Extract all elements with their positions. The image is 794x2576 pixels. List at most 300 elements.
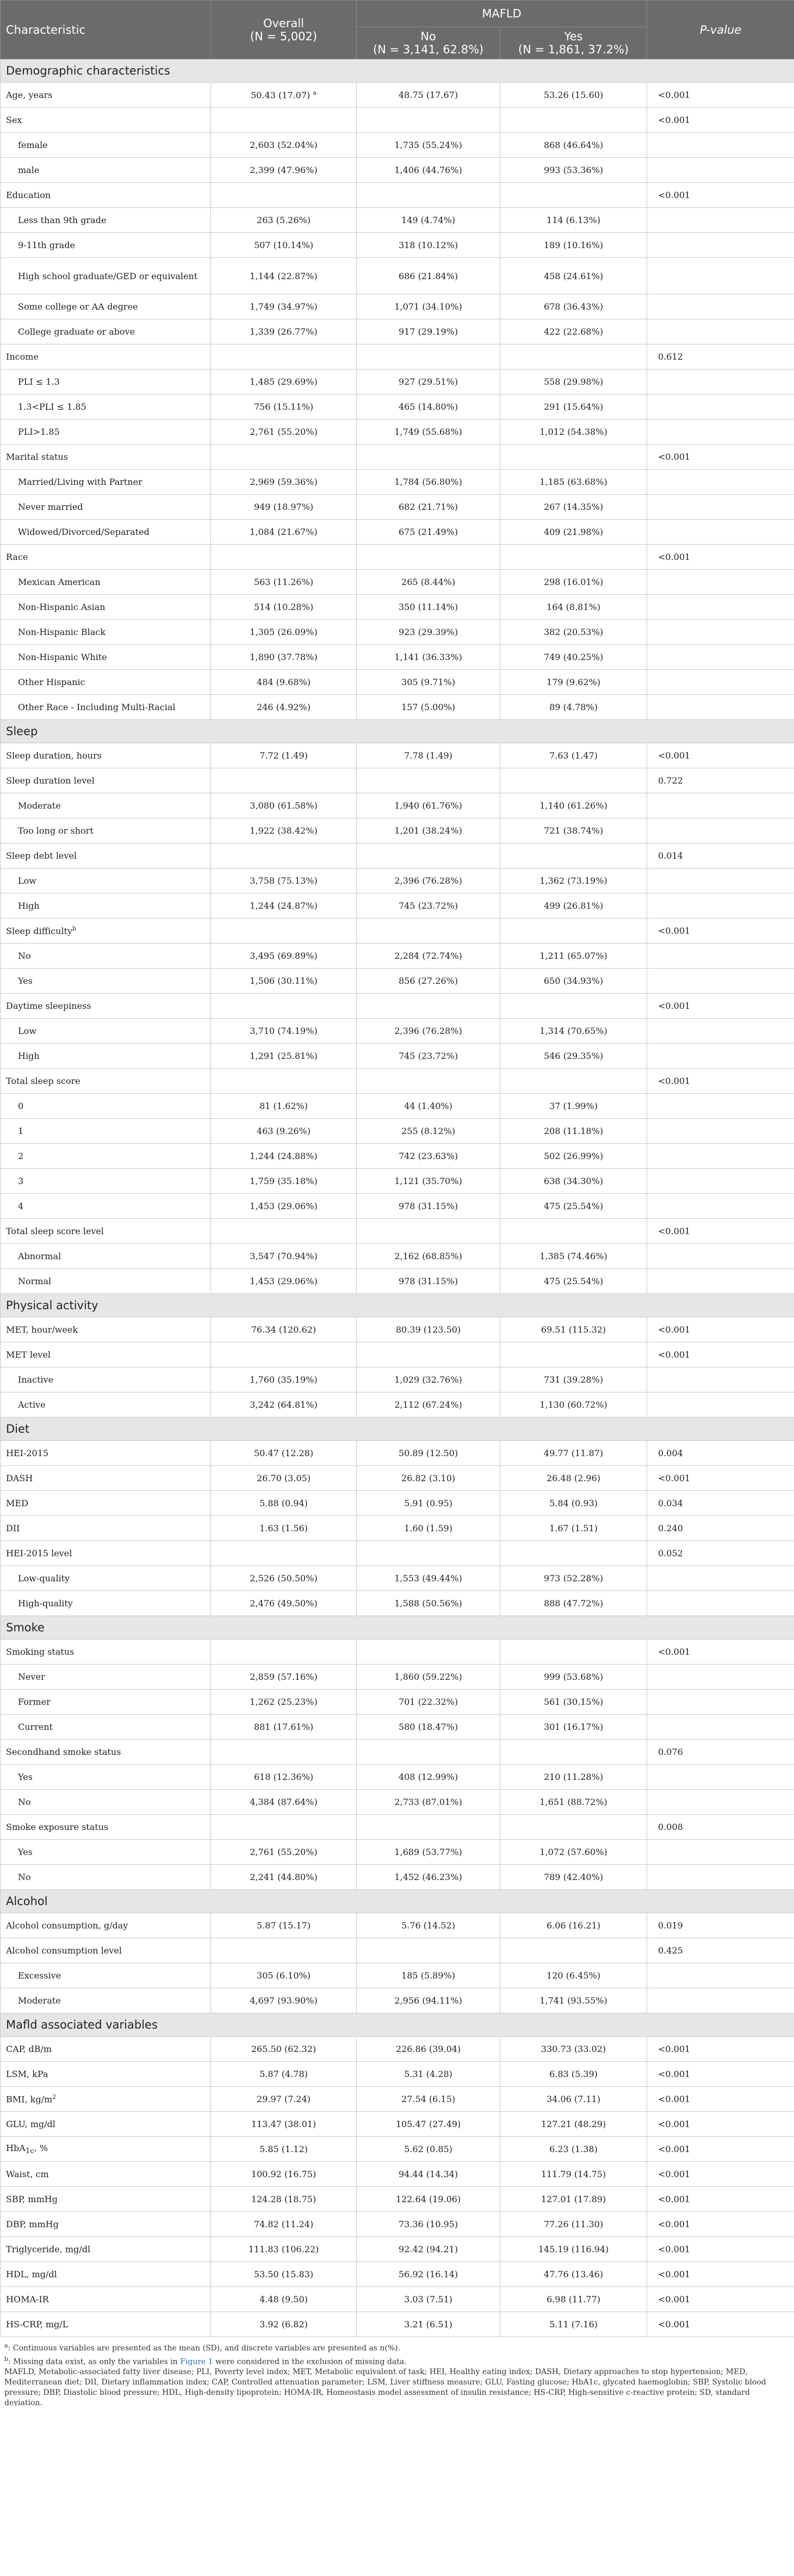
cell-overall (211, 695, 357, 720)
cell-pvalue (647, 470, 794, 495)
cell-no-value: 305 (9.71%) (401, 677, 455, 687)
table-row (1, 969, 794, 994)
cell-yes-value: 558 (29.98%) (543, 377, 604, 387)
row-label (1, 1963, 211, 1988)
cell-no-value: 5.31 (4.28) (404, 2069, 452, 2079)
cell-overall-value: 100.92 (16.75) (251, 2169, 317, 2179)
cell-no (357, 1169, 500, 1194)
cell-no (357, 1913, 500, 1938)
cell-overall-value: 50.43 (17.07) (251, 90, 311, 101)
row-label (1, 2212, 211, 2237)
cell-pvalue: 0.052 (647, 1541, 794, 1566)
cell-no (357, 108, 500, 133)
cell-yes-value: 422 (22.68%) (543, 326, 604, 337)
row-label (1, 545, 211, 570)
cell-overall (211, 994, 357, 1019)
cell-overall (211, 158, 357, 183)
row-label (1, 2237, 211, 2262)
row-label-text: Some college or AA degree (18, 301, 138, 312)
cell-no-value: 1,860 (59.22%) (394, 1672, 462, 1682)
row-label (1, 420, 211, 445)
cell-no (357, 1840, 500, 1865)
cell-overall (211, 1765, 357, 1790)
row-label-text: 1 (18, 1126, 24, 1136)
table-row (1, 1541, 794, 1566)
row-label-text: Low (18, 1026, 36, 1036)
table-row (1, 1392, 794, 1418)
cell-no-value: 927 (29.51%) (398, 377, 458, 387)
cell-overall (211, 1069, 357, 1094)
cell-yes (500, 1665, 647, 1690)
cell-pvalue (647, 1765, 794, 1790)
row-label-text: male (18, 165, 40, 175)
row-label (1, 2287, 211, 2312)
cell-no-value: 1,689 (53.77%) (394, 1847, 462, 1857)
cell-overall (211, 1044, 357, 1069)
row-label-text: Married/Living with Partner (18, 477, 142, 487)
cell-no (357, 768, 500, 793)
cell-overall-value: 4.48 (9.50) (259, 2294, 308, 2304)
row-label-text: Non-Hispanic Asian (18, 602, 106, 612)
cell-overall (211, 1516, 357, 1541)
cell-yes (500, 818, 647, 843)
row-label-suffix: , % (34, 2142, 48, 2153)
cell-overall (211, 1740, 357, 1765)
cell-overall-value: 81 (1.62%) (259, 1101, 308, 1111)
table-row (1, 2037, 794, 2062)
cell-no (357, 1491, 500, 1516)
cell-yes (500, 919, 647, 944)
cell-no (357, 1665, 500, 1690)
cell-overall (211, 1367, 357, 1392)
cell-overall-value: 305 (6.10%) (257, 1970, 311, 1981)
cell-no (357, 1715, 500, 1740)
cell-yes-value: 164 (8.81%) (547, 602, 600, 612)
cell-yes (500, 395, 647, 420)
cell-yes-value: 1,741 (93.55%) (539, 1995, 607, 2006)
cell-overall (211, 420, 357, 445)
section-title: Sleep (1, 720, 794, 743)
cell-overall (211, 258, 357, 294)
cell-no-value: 1,071 (34.10%) (394, 301, 462, 312)
row-label (1, 470, 211, 495)
cell-yes-value: 789 (42.40%) (543, 1872, 604, 1882)
cell-pvalue (647, 1169, 794, 1194)
cell-yes-value: 7.63 (1.47) (549, 750, 598, 761)
cell-pvalue: <0.001 (647, 2087, 794, 2112)
row-label-text: 9-11th grade (18, 240, 75, 250)
cell-overall-value: 1,760 (35.19%) (250, 1375, 318, 1385)
cell-no (357, 2287, 500, 2312)
table-row (1, 2087, 794, 2112)
row-label-text: Education (6, 190, 51, 200)
cell-yes (500, 1069, 647, 1094)
cell-overall (211, 470, 357, 495)
cell-pvalue (647, 208, 794, 233)
cell-yes (500, 893, 647, 919)
header-pvalue: P-value (647, 1, 794, 59)
row-label-text: Sleep duration, hours (6, 750, 102, 761)
cell-overall-value: 246 (4.92%) (257, 702, 311, 712)
table-row (1, 258, 794, 294)
cell-no-value: 682 (21.71%) (398, 502, 458, 512)
table-header (1, 1, 794, 59)
row-label (1, 1790, 211, 1815)
cell-yes (500, 420, 647, 445)
cell-no-value: 686 (21.84%) (398, 270, 458, 281)
row-label-text: Sleep difficulty (6, 926, 73, 936)
cell-no (357, 1690, 500, 1715)
cell-no (357, 868, 500, 893)
table-row (1, 670, 794, 695)
cell-overall (211, 2237, 357, 2262)
cell-overall-value: 1,084 (21.67%) (250, 527, 318, 537)
table-row (1, 133, 794, 158)
row-label (1, 1765, 211, 1790)
row-label-text: Yes (18, 976, 33, 986)
cell-no (357, 1144, 500, 1169)
cell-no (357, 1269, 500, 1294)
row-label (1, 919, 211, 944)
cell-no (357, 743, 500, 768)
cell-overall-value: 881 (17.61%) (253, 1722, 314, 1732)
cell-yes-value: 127.21 (48.29) (541, 2119, 606, 2129)
row-label (1, 1815, 211, 1840)
row-label (1, 258, 211, 294)
cell-overall-value: 1.63 (1.56) (259, 1523, 308, 1533)
row-label (1, 1541, 211, 1566)
cell-yes (500, 944, 647, 969)
cell-overall (211, 1491, 357, 1516)
table-row (1, 1690, 794, 1715)
table-row (1, 183, 794, 208)
cell-no-value: 5.91 (0.95) (404, 1498, 452, 1508)
cell-yes (500, 1367, 647, 1392)
cell-yes-value: 638 (34.30%) (543, 1176, 604, 1186)
cell-no (357, 208, 500, 233)
cell-yes (500, 1913, 647, 1938)
cell-overall (211, 1690, 357, 1715)
row-label (1, 1269, 211, 1294)
row-label (1, 2062, 211, 2087)
row-label (1, 1516, 211, 1541)
table-row (1, 1269, 794, 1294)
table-row (1, 2287, 794, 2312)
table-row (1, 1640, 794, 1665)
cell-no (357, 1441, 500, 1466)
row-label-text: Other Race - Including Multi-Racial (18, 702, 176, 712)
row-label-text: High school graduate/GED or equivalent (18, 270, 198, 281)
row-label-text: BMI, kg/m (6, 2094, 53, 2105)
cell-overall (211, 1119, 357, 1144)
row-label-text: 1.3<PLI ≤ 1.85 (18, 402, 86, 412)
cell-overall-value: 3,547 (70.94%) (250, 1251, 318, 1261)
cell-overall (211, 1342, 357, 1367)
cell-yes (500, 1640, 647, 1665)
cell-overall-value: 263 (5.26%) (257, 215, 311, 225)
cell-no-value: 185 (5.89%) (401, 1970, 455, 1981)
figure-1-link[interactable]: Figure 1 (180, 2357, 213, 2367)
cell-yes-value: 89 (4.78%) (549, 702, 598, 712)
cell-yes (500, 620, 647, 645)
cell-yes (500, 2112, 647, 2137)
cell-pvalue (647, 1194, 794, 1219)
cell-pvalue (647, 1566, 794, 1591)
cell-yes (500, 868, 647, 893)
cell-pvalue: 0.004 (647, 1441, 794, 1466)
cell-no (357, 670, 500, 695)
section-header-row (1, 2013, 794, 2037)
cell-no (357, 1815, 500, 1840)
cell-no (357, 2162, 500, 2187)
row-label (1, 620, 211, 645)
cell-no-value: 1,406 (44.76%) (394, 165, 462, 175)
row-label-text: DBP, mmHg (6, 2219, 59, 2229)
row-label-text: Abnormal (18, 1251, 61, 1261)
cell-no-value: 742 (23.63%) (398, 1151, 458, 1161)
cell-no (357, 133, 500, 158)
cell-yes-value: 301 (16.17%) (543, 1722, 604, 1732)
cell-pvalue (647, 158, 794, 183)
cell-yes-value: 69.51 (115.32) (541, 1324, 606, 1335)
section-title: Alcohol (1, 1890, 794, 1913)
row-label-text: Race (6, 552, 28, 562)
cell-overall (211, 2037, 357, 2062)
table-row (1, 1044, 794, 1069)
cell-no (357, 2112, 500, 2137)
cell-no (357, 919, 500, 944)
cell-pvalue: <0.001 (647, 2187, 794, 2212)
cell-overall-value: 756 (15.11%) (253, 402, 314, 412)
cell-overall (211, 944, 357, 969)
cell-pvalue (647, 1019, 794, 1044)
row-label (1, 969, 211, 994)
header-overall-label: Overall (263, 16, 305, 30)
table-row (1, 1840, 794, 1865)
row-label-text: Total sleep score (6, 1076, 80, 1086)
cell-overall-value: 2,761 (55.20%) (250, 427, 318, 437)
header-no-label: No (420, 30, 436, 43)
row-label (1, 520, 211, 545)
cell-yes (500, 2212, 647, 2237)
cell-yes (500, 344, 647, 369)
table-row (1, 695, 794, 720)
cell-pvalue (647, 1865, 794, 1890)
cell-yes-value: 5.84 (0.93) (549, 1498, 598, 1508)
cell-yes (500, 369, 647, 395)
cell-overall-value: 1,244 (24.88%) (250, 1151, 318, 1161)
row-label-text: Never (18, 1672, 45, 1682)
cell-overall (211, 445, 357, 470)
footnotes (0, 2337, 794, 2414)
table-row (1, 2262, 794, 2287)
cell-pvalue (647, 369, 794, 395)
cell-overall-value: 5.85 (1.12) (259, 2144, 308, 2154)
cell-overall (211, 2162, 357, 2187)
row-label-text: Marital status (6, 452, 68, 462)
cell-no (357, 319, 500, 344)
cell-overall-value: 1,485 (29.69%) (250, 377, 318, 387)
row-label-text: Mexican American (18, 577, 101, 587)
cell-yes-value: 382 (20.53%) (543, 627, 604, 637)
row-label-text: Sex (6, 115, 22, 125)
row-label-text: SBP, mmHg (6, 2194, 58, 2204)
table-row (1, 108, 794, 133)
cell-overall (211, 520, 357, 545)
cell-no-value: 80.39 (123.50) (395, 1324, 461, 1335)
table-row (1, 445, 794, 470)
section-title: Physical activity (1, 1294, 794, 1317)
row-label (1, 944, 211, 969)
cell-overall (211, 344, 357, 369)
cell-overall-value: 1,890 (37.78%) (250, 652, 318, 662)
row-label-text: HS-CRP, mg/L (6, 2319, 69, 2330)
table-row (1, 1566, 794, 1591)
cell-pvalue (647, 893, 794, 919)
cell-yes-value: 208 (11.18%) (543, 1126, 604, 1136)
cell-yes (500, 570, 647, 595)
cell-yes-value: 678 (36.43%) (543, 301, 604, 312)
table-row (1, 1491, 794, 1516)
cell-overall-value: 1,262 (25.23%) (250, 1697, 318, 1707)
cell-no-value: 2,112 (67.24%) (394, 1400, 462, 1410)
cell-no-value: 2,956 (94.11%) (394, 1995, 462, 2006)
cell-yes-value: 993 (53.36%) (543, 165, 604, 175)
cell-yes (500, 743, 647, 768)
cell-pvalue (647, 793, 794, 818)
header-yes-n: (N = 1,861, 37.2%) (518, 43, 629, 56)
table-row (1, 595, 794, 620)
cell-overall (211, 495, 357, 520)
row-label (1, 233, 211, 258)
cell-overall (211, 1963, 357, 1988)
cell-overall (211, 768, 357, 793)
section-header-row (1, 720, 794, 743)
footnote-b-text-post: were considered in the exclusion of missing data. (213, 2357, 407, 2367)
cell-yes-value: 546 (29.35%) (543, 1051, 604, 1061)
cell-overall (211, 843, 357, 868)
row-label (1, 2087, 211, 2112)
cell-no (357, 233, 500, 258)
cell-yes-value: 189 (10.16%) (543, 240, 604, 250)
cell-no (357, 158, 500, 183)
cell-yes-value: 6.06 (16.21) (547, 1920, 600, 1931)
header-characteristic: Characteristic (1, 1, 211, 59)
cell-pvalue: 0.722 (647, 768, 794, 793)
table-row (1, 944, 794, 969)
table-row (1, 1119, 794, 1144)
table-row (1, 919, 794, 944)
row-label (1, 319, 211, 344)
cell-pvalue (647, 1988, 794, 2013)
row-label-text: Moderate (18, 1995, 61, 2006)
cell-overall-value: 3,758 (75.13%) (250, 876, 318, 886)
cell-overall (211, 1938, 357, 1963)
cell-overall (211, 133, 357, 158)
cell-no-value: 580 (18.47%) (398, 1722, 458, 1732)
row-label-text: Triglyceride, mg/dl (6, 2244, 91, 2254)
footnote-b: $^b$: Missing data exist, as only the variables in Figure 1 were considered in the exclusion of missing data. (4, 2355, 407, 2367)
section-header-row (1, 1890, 794, 1913)
row-label (1, 1566, 211, 1591)
cell-no-value: 2,396 (76.28%) (394, 1026, 462, 1036)
cell-overall (211, 183, 357, 208)
cell-pvalue (647, 570, 794, 595)
header-no (357, 27, 500, 59)
cell-no-value: 265 (8.44%) (401, 577, 455, 587)
table-row (1, 1765, 794, 1790)
cell-no-value: 5.62 (0.85) (404, 2144, 452, 2154)
cell-pvalue (647, 395, 794, 420)
table-row (1, 1367, 794, 1392)
table-row (1, 1094, 794, 1119)
cell-yes-value: 650 (34.93%) (543, 976, 604, 986)
cell-pvalue (647, 1269, 794, 1294)
cell-pvalue (647, 670, 794, 695)
footnote-a-text: Continuous variables are presented as the mean (SD), and discrete variables are presented as n(%). (13, 2344, 401, 2353)
cell-no (357, 1790, 500, 1815)
cell-no (357, 470, 500, 495)
cell-no-value: 745 (23.72%) (398, 1051, 458, 1061)
section-header-row (1, 1616, 794, 1640)
cell-yes (500, 1840, 647, 1865)
row-label-text: Low (18, 876, 36, 886)
cell-overall (211, 2112, 357, 2137)
table-row (1, 843, 794, 868)
cell-overall-value: 3,080 (61.58%) (250, 800, 318, 811)
cell-overall (211, 1169, 357, 1194)
cell-no (357, 369, 500, 395)
cell-overall (211, 670, 357, 695)
cell-yes-value: 330.73 (33.02) (541, 2044, 606, 2054)
row-label-text: PLI ≤ 1.3 (18, 377, 60, 387)
row-label-text: HEI-2015 (6, 1448, 49, 1458)
cell-yes-value: 1.67 (1.51) (549, 1523, 598, 1533)
cell-yes-value: 475 (25.54%) (543, 1276, 604, 1286)
header-overall-n: (N = 5,002) (250, 29, 318, 43)
row-label-text: College graduate or above (18, 326, 135, 337)
table-row (1, 1144, 794, 1169)
section-title: Diet (1, 1418, 794, 1441)
cell-pvalue: <0.001 (647, 83, 794, 108)
cell-yes-value: 1,314 (70.65%) (539, 1026, 607, 1036)
cell-pvalue (647, 258, 794, 294)
cell-overall (211, 2287, 357, 2312)
cell-yes (500, 2037, 647, 2062)
cell-no (357, 1119, 500, 1144)
cell-yes (500, 1988, 647, 2013)
table-row (1, 2062, 794, 2087)
table-row (1, 994, 794, 1019)
cell-yes-value: 1,072 (57.60%) (539, 1847, 607, 1857)
cell-overall-value: 5.87 (15.17) (257, 1920, 311, 1931)
cell-yes-value: 1,012 (54.38%) (539, 427, 607, 437)
cell-yes-value: 721 (38.74%) (543, 825, 604, 836)
cell-overall-value: 74.82 (11.24) (253, 2219, 314, 2229)
cell-yes-value: 145.19 (116.94) (538, 2244, 609, 2254)
cell-yes (500, 793, 647, 818)
cell-no-value: 2,733 (87.01%) (394, 1797, 462, 1807)
row-label (1, 1913, 211, 1938)
cell-no (357, 294, 500, 319)
table-row (1, 344, 794, 369)
cell-pvalue: <0.001 (647, 445, 794, 470)
cell-overall-value: 4,697 (93.90%) (250, 1995, 318, 2006)
cell-yes (500, 1019, 647, 1044)
cell-no (357, 1566, 500, 1591)
cell-overall (211, 319, 357, 344)
cell-pvalue (647, 818, 794, 843)
